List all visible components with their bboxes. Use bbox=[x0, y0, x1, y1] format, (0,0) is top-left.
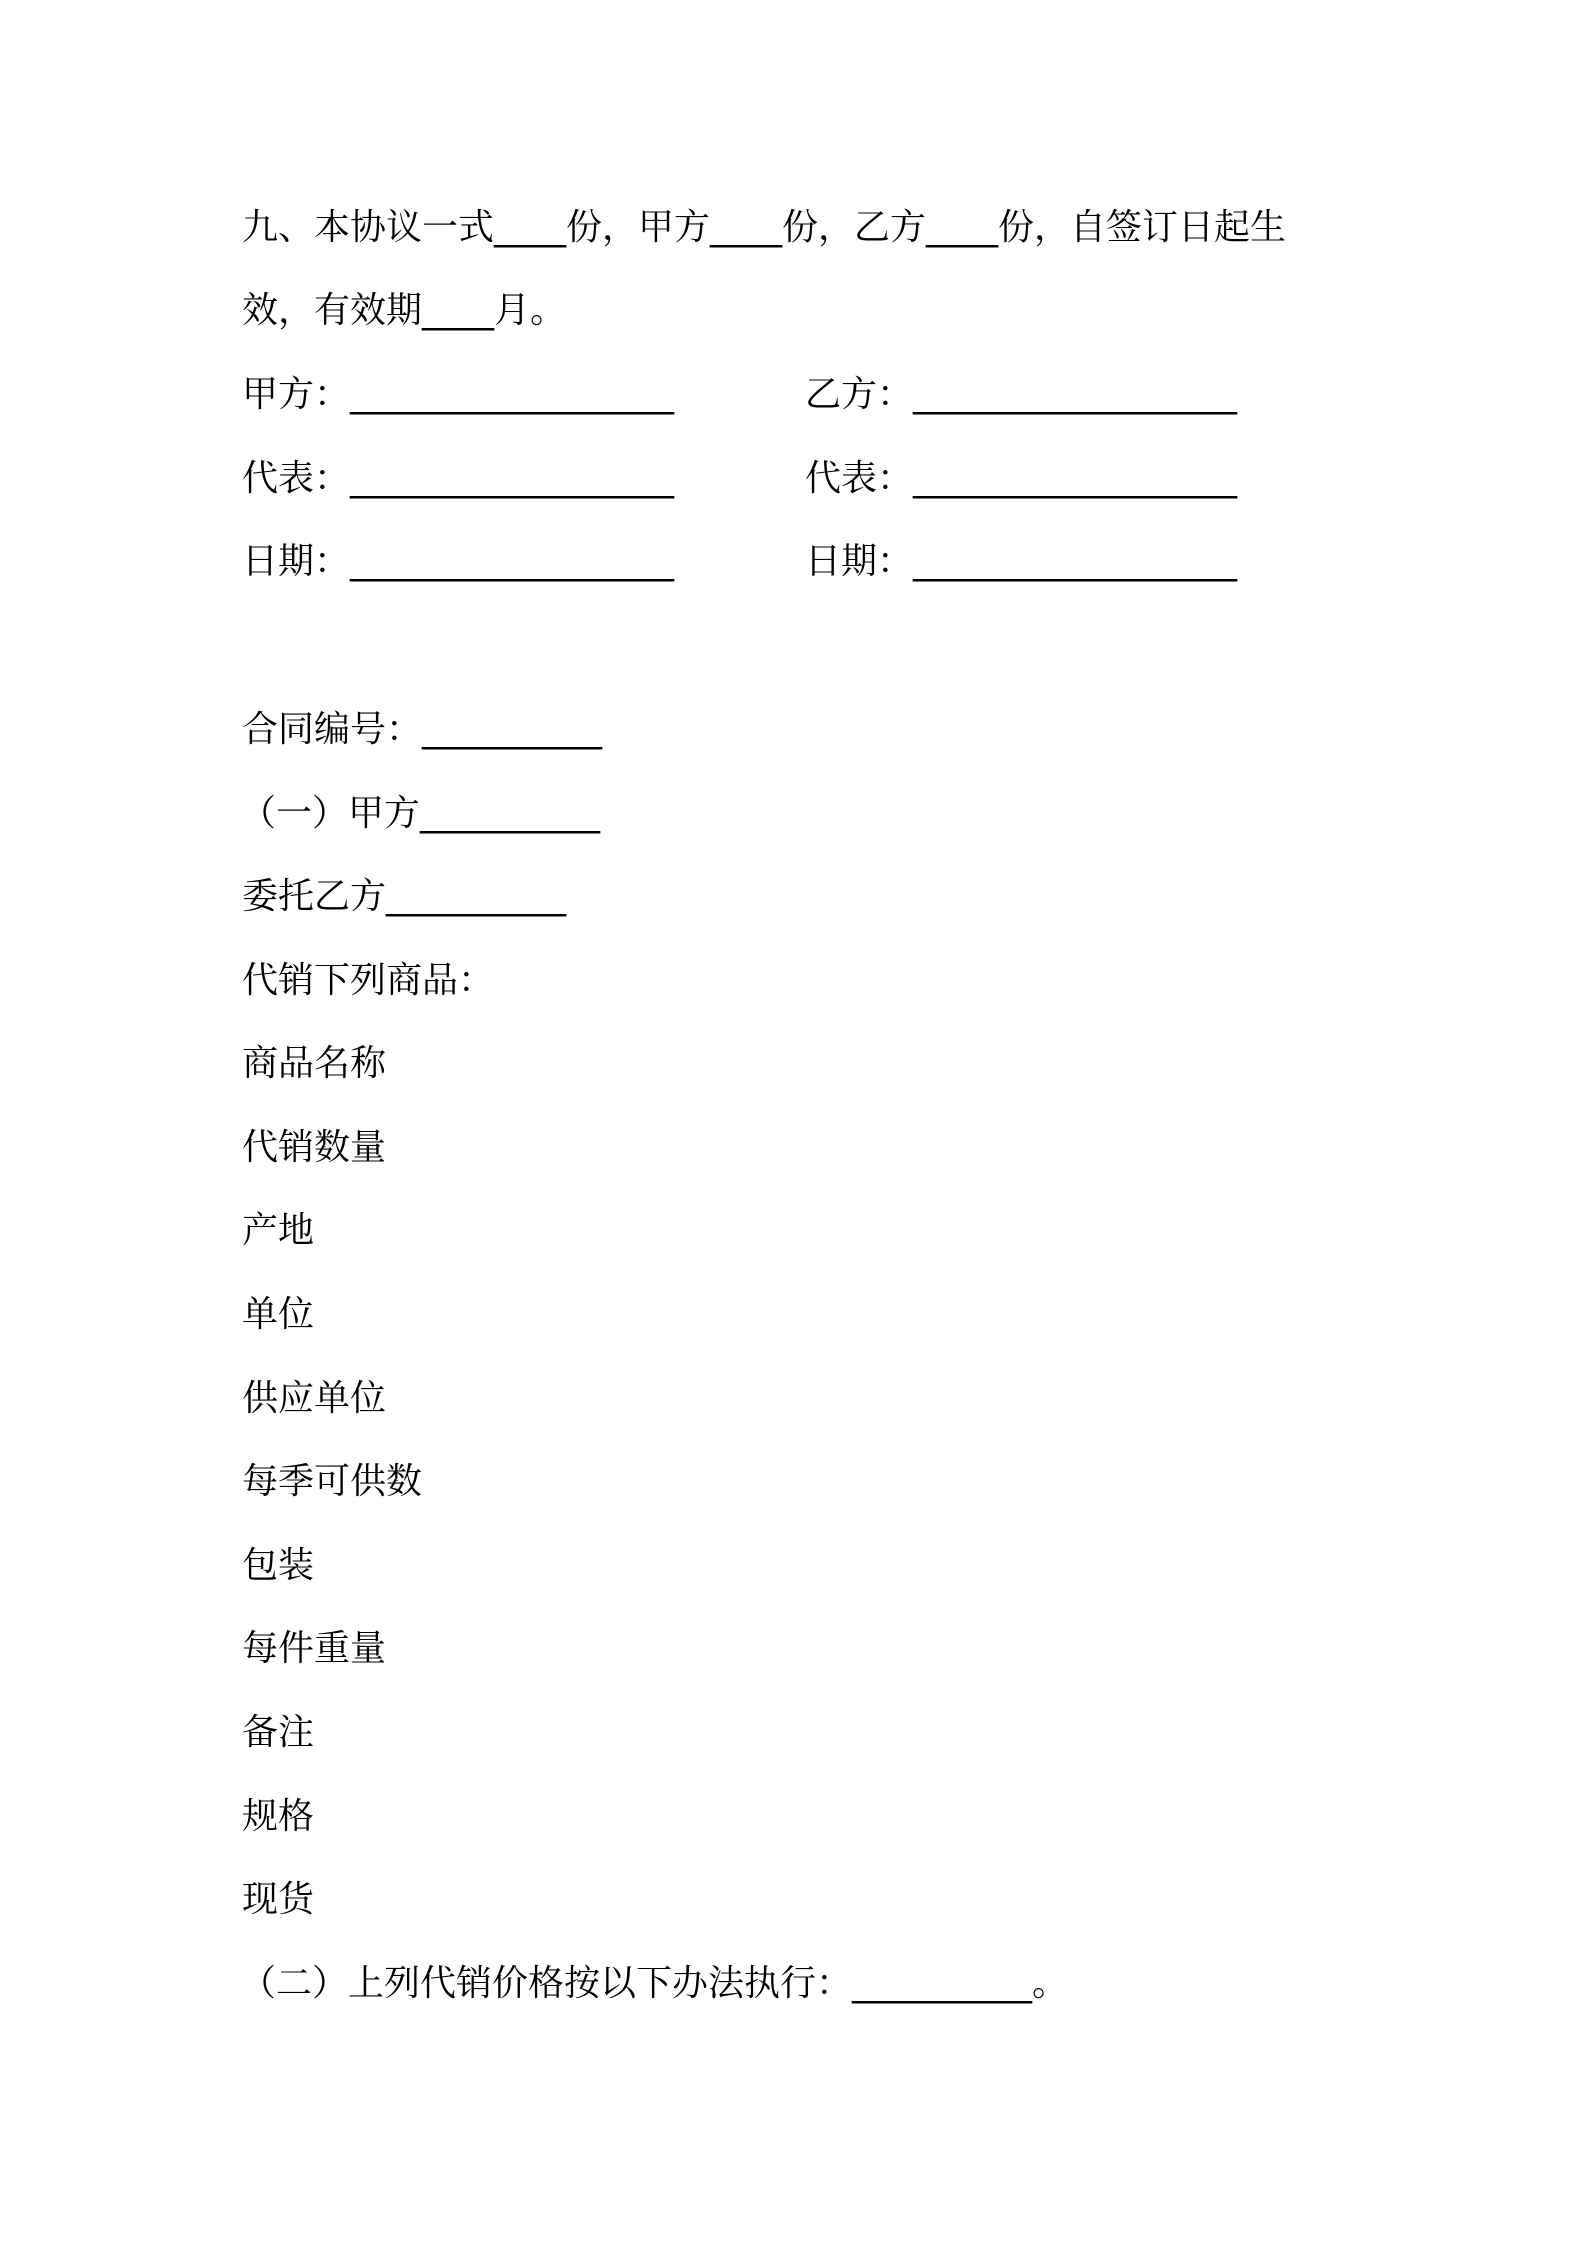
clause-nine-line-2: 效，有效期____月。 bbox=[242, 290, 567, 331]
party-b-date: 日期：__________________ bbox=[805, 541, 1238, 582]
entrust-party-b: 委托乙方__________ bbox=[242, 876, 567, 917]
field-remarks: 备注 bbox=[242, 1712, 315, 1753]
field-packaging: 包装 bbox=[242, 1545, 315, 1586]
section-one-party-a: （一）甲方__________ bbox=[240, 793, 601, 834]
party-a-signature: 甲方：__________________ bbox=[242, 374, 675, 415]
field-weight-per-piece: 每件重量 bbox=[242, 1628, 387, 1669]
clause-nine-line-1: 九、本协议一式____份，甲方____份，乙方____份，自签订日起生 bbox=[242, 207, 1287, 248]
contract-number: 合同编号：__________ bbox=[242, 709, 603, 750]
field-specification: 规格 bbox=[242, 1796, 315, 1837]
field-consignment-quantity: 代销数量 bbox=[242, 1127, 387, 1168]
field-origin: 产地 bbox=[242, 1210, 315, 1251]
field-goods-name: 商品名称 bbox=[242, 1043, 387, 1084]
section-two-pricing: （二）上列代销价格按以下办法执行：__________。 bbox=[240, 1963, 1069, 2004]
party-b-representative: 代表：__________________ bbox=[805, 458, 1238, 499]
field-supplier: 供应单位 bbox=[242, 1378, 387, 1419]
party-a-date: 日期：__________________ bbox=[242, 541, 675, 582]
field-quarterly-supply: 每季可供数 bbox=[242, 1461, 423, 1502]
party-a-representative: 代表：__________________ bbox=[242, 458, 675, 499]
party-b-signature: 乙方：__________________ bbox=[805, 374, 1238, 415]
field-unit: 单位 bbox=[242, 1294, 315, 1335]
field-stock: 现货 bbox=[242, 1879, 315, 1920]
goods-intro: 代销下列商品： bbox=[242, 960, 495, 1001]
